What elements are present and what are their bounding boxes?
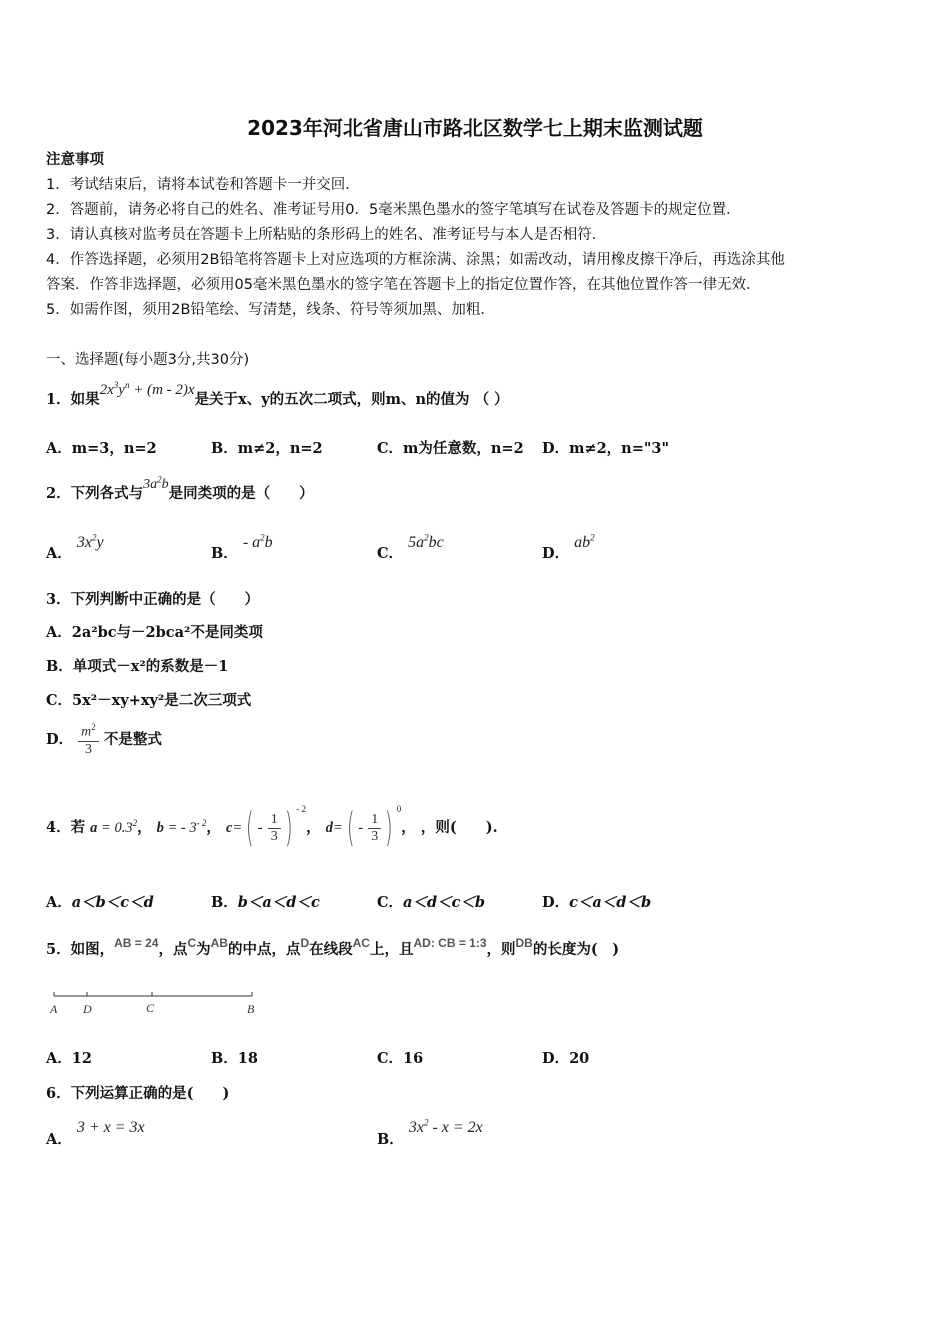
q2-option-a: A． $3x^2y$ [46, 532, 104, 562]
notice-item: 5．如需作图，须用2B铅笔绘、写清楚，线条、符号等须加黑、加粗． [46, 302, 495, 318]
q2-option-c: C． $5a^2bc$ [377, 532, 444, 562]
notice-item: 3．请认真核对监考员在答题卡上所粘贴的条形码上的姓名、准考证号与本人是否相符． [46, 227, 607, 243]
point-label-a: A [50, 1002, 58, 1016]
q1-option-d: D．m≠2，n="3" [542, 440, 670, 457]
q4-c-def: c= [225, 820, 243, 836]
q4-b-def: b = - $3^{- 2}$ [156, 818, 207, 836]
q6-option-b: B． $3x^2 - x = 2x$ [377, 1117, 483, 1148]
q1-option-a: A．m=3，n=2 [46, 440, 157, 457]
point-label-b: B [247, 1002, 255, 1016]
q4-a-def: $a = 0.3^2$ [90, 818, 138, 836]
q3-fraction: $\frac{m^2}{3}$ [78, 722, 99, 758]
section-heading: 一、选择题(每小题3分,共30分) [46, 352, 250, 368]
q4-option-a: A．a＜b＜c＜d [46, 894, 154, 911]
question-3: 3．下列判断中正确的是（ ） [46, 591, 260, 608]
q4-option-c: C．a＜d＜c＜b [377, 894, 486, 911]
q5-option-a: A．12 [46, 1050, 92, 1067]
question-5: 5．如图，AB = 24，点C为AB的中点，点D在线段AC上，且AD: CB = 1:3，则DB的长度为( ) [46, 936, 620, 958]
q4-option-d: D．c＜a＜d＜b [542, 894, 652, 911]
q4-option-b: B．b＜a＜d＜c [211, 894, 320, 911]
q4-d-def: d= [325, 820, 343, 836]
q2-option-a-formula: $3x^2y$ [76, 532, 104, 551]
notice-item: 1．考试结束后，请将本试卷和答题卡一并交回． [46, 177, 360, 193]
q2-formula: $3a^2b$ [143, 474, 169, 492]
q5-segment-figure [46, 988, 266, 1022]
question-1 [46, 378, 509, 408]
q5-option-c: C．16 [377, 1050, 424, 1067]
question-2 [46, 472, 314, 502]
q2-suffix: 是同类项的是（ ） [168, 485, 314, 502]
page-title: 2023年河北省唐山市路北区数学七上期末监测试题 [247, 116, 703, 140]
q1-suffix: 是关于x、y的五次二项式，则m、n的值为 （ ） [194, 391, 509, 408]
point-label-d: D [83, 1002, 92, 1016]
q6-option-a: A． 3 + x = 3x [46, 1119, 145, 1148]
q3-option-c: C．5x²－xy+xy²是二次三项式 [46, 692, 252, 709]
q1-formula: $2x^3y^n + (m - 2)x$ [99, 380, 195, 398]
q1-prefix: 1．如果 [46, 391, 100, 408]
q1-option-c: C．m为任意数，n=2 [377, 440, 524, 457]
q2-option-b-formula: - $a^2b$ [242, 532, 273, 551]
q5-option-d: D．20 [542, 1050, 590, 1067]
q6-option-a-formula: 3 + x = 3x [76, 1119, 145, 1136]
question-4: 4．若 $a = 0.3^2$， b = - $3^{- 2}$， c=( - $\frac{1}{3}$ ) $^{- 2}$， d=( - $\frac{1}{3}$ ) $^0$， ，则( ). [46, 804, 498, 851]
notice-item: 4．作答选择题，必须用2B铅笔将答题卡上对应选项的方框涂满、涂黑；如需改动，请用橡皮擦干净后，再选涂其他 [46, 252, 785, 268]
q2-option-d: D． $ab^2$ [542, 532, 595, 562]
q1-option-b: B．m≠2，n=2 [211, 440, 323, 457]
notice-heading: 注意事项 [46, 152, 104, 168]
q2-option-d-formula: $ab^2$ [574, 532, 595, 551]
q2-prefix: 2．下列各式与 [46, 485, 144, 502]
q3-option-d: D． $\frac{m^2}{3}$ 不是整式 [46, 722, 162, 757]
notice-item: 答案．作答非选择题，必须用05毫米黑色墨水的签字笔在答题卡上的指定位置作答，在其他位置作答一律无效． [46, 277, 761, 293]
q3-option-b: B．单项式－x²的系数是－1 [46, 658, 229, 675]
q2-option-c-formula: $5a^2bc$ [408, 532, 444, 551]
question-6: 6．下列运算正确的是( ) [46, 1085, 230, 1102]
point-label-c: C [146, 1001, 155, 1015]
notice-item: 2．答题前，请务必将自己的姓名、准考证号用0．5毫米黑色墨水的签字笔填写在试卷及答题卡的规定位置． [46, 202, 741, 218]
q5-option-b: B．18 [211, 1050, 258, 1067]
q6-option-b-formula: $3x^2 - x = 2x$ [408, 1117, 483, 1136]
q3-option-a: A．2a²bc与－2bca²不是同类项 [46, 624, 263, 641]
q2-option-b: B． - $a^2b$ [211, 532, 273, 562]
